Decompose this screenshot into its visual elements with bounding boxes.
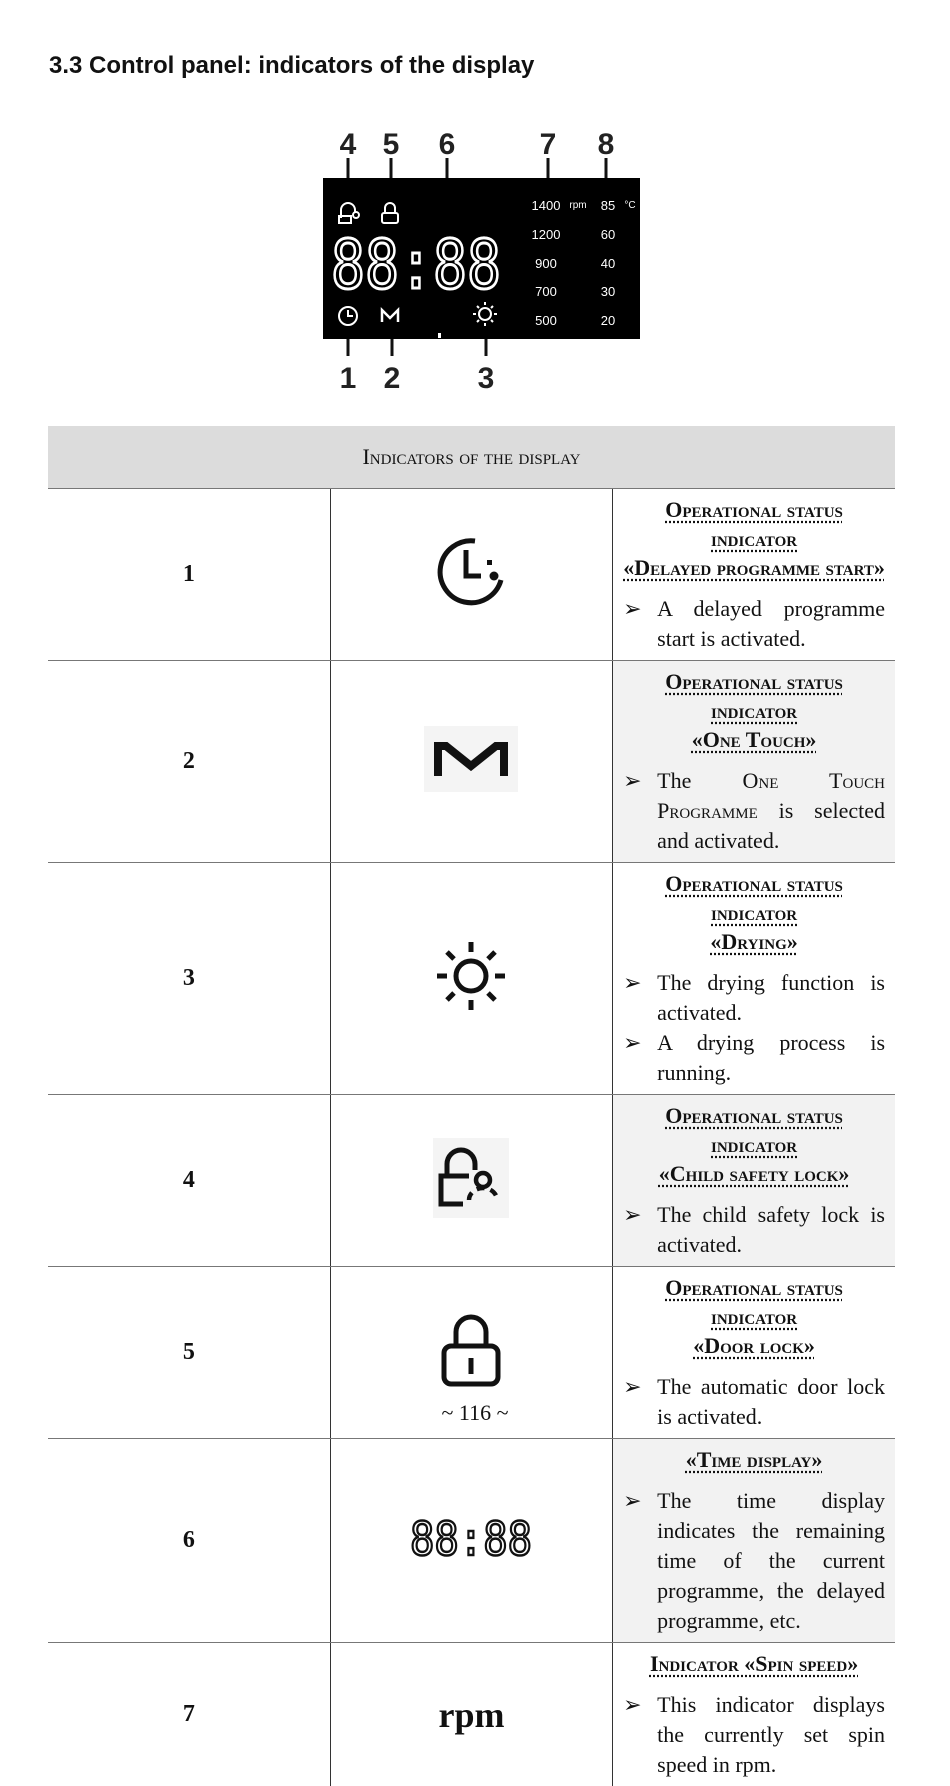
display-diagram	[320, 120, 650, 400]
bullet-text: A delayed programme start is activated.	[657, 596, 885, 651]
table-row	[48, 863, 895, 1095]
panel-speed-1400: 1400	[532, 198, 561, 213]
row-icon-cell	[330, 1095, 612, 1267]
bullet-item	[623, 1486, 885, 1636]
indicator-title	[623, 1273, 885, 1360]
bullet-text: This indicator displays the currently set spin speed in rpm.	[657, 1692, 885, 1777]
bullet-item	[623, 1028, 885, 1088]
row-icon-cell	[330, 863, 612, 1095]
row-number: 7	[48, 1643, 330, 1786]
bullet-text: The child safety lock is activated.	[657, 1202, 885, 1257]
panel-temp-60: 60	[601, 227, 615, 242]
panel-temp-30: 30	[601, 284, 615, 299]
bullet-item	[623, 968, 885, 1028]
one-touch-icon	[424, 726, 518, 792]
table-row	[48, 661, 895, 863]
bullet-text-post: is selected and activated.	[657, 798, 885, 853]
bullet-item	[623, 594, 885, 654]
title-line-1: Indicator «Spin speed»	[623, 1649, 885, 1678]
arrow-bullet-icon: ➢	[623, 766, 641, 796]
title-line-1: «Time display»	[623, 1445, 885, 1474]
indicator-title	[623, 495, 885, 582]
row-icon-cell	[330, 661, 612, 863]
title-line-1: Operational status indicator	[623, 1273, 885, 1331]
arrow-bullet-icon: ➢	[623, 1372, 641, 1402]
time-display-digits: 88:88	[410, 1512, 532, 1566]
indicator-title	[623, 1101, 885, 1188]
panel-temp-85: 85	[601, 198, 615, 213]
indicators-table	[48, 426, 895, 1786]
rpm-label: rpm	[438, 1695, 504, 1735]
arrow-bullet-icon: ➢	[623, 1690, 641, 1720]
row-icon-cell	[330, 489, 612, 661]
row-number: 1	[48, 489, 330, 661]
bullet-text: A drying process is running.	[657, 1030, 885, 1085]
time-display-icon	[408, 1515, 534, 1561]
panel-temp-20: 20	[601, 313, 615, 328]
bullet-item	[623, 766, 885, 856]
title-line-2: «Child safety lock»	[623, 1159, 885, 1188]
title-line-2: «One Touch»	[623, 725, 885, 754]
callout-4: 4	[340, 128, 357, 161]
row-number: 5	[48, 1267, 330, 1439]
title-line-1: Operational status indicator	[623, 1101, 885, 1159]
title-line-2: «Door lock»	[623, 1331, 885, 1360]
title-line-1: Operational status indicator	[623, 495, 885, 553]
bullet-item	[623, 1200, 885, 1260]
callout-8: 8	[598, 128, 615, 161]
page-number: ~ 116 ~	[0, 1400, 950, 1426]
callout-5: 5	[383, 128, 400, 161]
title-line-1: Operational status indicator	[623, 667, 885, 725]
page-title: 3.3 Control panel: indicators of the display	[49, 52, 534, 80]
display-diagram-svg	[320, 120, 650, 400]
callout-3: 3	[478, 362, 495, 395]
callout-1: 1	[340, 362, 357, 395]
bullet-text-pre: The	[657, 768, 691, 793]
callout-2: 2	[384, 362, 401, 395]
row-description	[613, 489, 895, 661]
indicator-title	[623, 1649, 885, 1678]
panel-speed-1200: 1200	[532, 227, 561, 242]
panel-rpm-unit: rpm	[569, 200, 586, 211]
table-row	[48, 1643, 895, 1786]
door-lock-icon	[436, 1310, 506, 1390]
panel-dot	[438, 333, 441, 338]
table-row	[48, 1095, 895, 1267]
row-description	[613, 661, 895, 863]
row-description	[613, 1095, 895, 1267]
title-line-2: «Drying»	[623, 927, 885, 956]
table-header: Indicators of the display	[48, 426, 895, 489]
table-row	[48, 1439, 895, 1643]
row-icon-cell	[330, 1439, 612, 1643]
title-line-1: Operational status indicator	[623, 869, 885, 927]
panel-speed-900: 900	[535, 256, 557, 271]
panel-time-digits: 88:88	[331, 226, 501, 305]
row-description	[613, 1643, 895, 1786]
arrow-bullet-icon: ➢	[623, 1200, 641, 1230]
indicator-title	[623, 667, 885, 754]
row-number: 2	[48, 661, 330, 863]
indicator-title	[623, 1445, 885, 1474]
panel-temp-40: 40	[601, 256, 615, 271]
row-description	[613, 1439, 895, 1643]
bullet-text: The automatic door lock is activated.	[657, 1374, 885, 1429]
callout-7: 7	[540, 128, 557, 161]
arrow-bullet-icon: ➢	[623, 1486, 641, 1516]
arrow-bullet-icon: ➢	[623, 594, 641, 624]
panel-speed-500: 500	[535, 313, 557, 328]
row-number: 6	[48, 1439, 330, 1643]
bullet-text: The time display indicates the remaining time of the current programme, the delayed programme, etc.	[657, 1488, 885, 1633]
delayed-start-clock-icon	[431, 532, 511, 612]
child-lock-icon	[433, 1138, 509, 1218]
row-description	[613, 863, 895, 1095]
row-icon-cell	[330, 1643, 612, 1786]
indicator-title	[623, 869, 885, 956]
bullet-item	[623, 1690, 885, 1780]
arrow-bullet-icon: ➢	[623, 968, 641, 998]
table-row	[48, 489, 895, 661]
arrow-bullet-icon: ➢	[623, 1028, 641, 1058]
drying-sun-icon	[433, 938, 509, 1014]
callout-6: 6	[439, 128, 456, 161]
title-line-2: «Delayed programme start»	[623, 553, 885, 582]
table-header-row	[48, 426, 895, 489]
panel-temp-unit: °C	[624, 200, 635, 211]
panel-speed-700: 700	[535, 284, 557, 299]
bullet-text-programme-name: One Touch Programme	[657, 768, 885, 823]
row-number: 4	[48, 1095, 330, 1267]
bullet-text: The drying function is activated.	[657, 970, 885, 1025]
row-number: 3	[48, 863, 330, 1095]
